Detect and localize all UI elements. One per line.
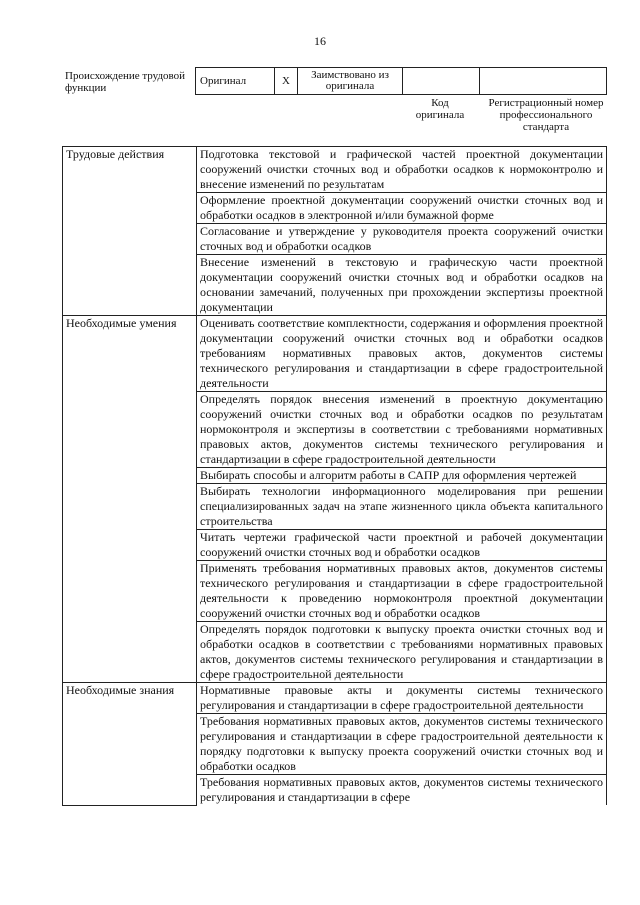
table-row bbox=[63, 147, 607, 193]
functions-table bbox=[62, 146, 607, 806]
page-number: 16 bbox=[314, 34, 326, 48]
code-label: Код оригинала bbox=[415, 97, 465, 121]
table-row bbox=[63, 683, 607, 714]
code-cell bbox=[403, 68, 480, 95]
reg-number-cell bbox=[480, 68, 607, 95]
section-title: Трудовые действия bbox=[63, 147, 197, 316]
section-item: Применять требования нормативных правовых актов, документов системы технического регулирования и стандартизации в сфере градостроительной деятельности к проведению нормоконтроля проектной документации сооружений очистки сточных вод и обработки осадков bbox=[197, 561, 607, 622]
reg-number-label: Регистрационный номер профессионального стандарта bbox=[488, 97, 604, 133]
section-item: Требования нормативных правовых актов, документов системы технического регулирования и стандартизации в сфере градостроительной деятельности к порядку подготовки к выпуску проекта сооружений очистки сточных вод и обработки осадков bbox=[197, 714, 607, 775]
section-title: Необходимые знания bbox=[63, 683, 197, 806]
origin-table bbox=[195, 67, 607, 95]
origin-label: Происхождение трудовой функции bbox=[65, 70, 186, 94]
section-item: Оценивать соответствие комплектности, содержания и оформления проектной документации сооружений очистки сточных вод и обработки осадков требованиям нормативных правовых актов, документов системы технического регулирования и стандартизации в сфере градостроительной деятельности bbox=[197, 316, 607, 392]
section-item: Выбирать технологии информационного моделирования при решении специализированных задач на этапе жизненного цикла объекта капитального строительства bbox=[197, 484, 607, 530]
original-mark: X bbox=[275, 68, 298, 95]
section-item: Выбирать способы и алгоритм работы в САПР для оформления чертежей bbox=[197, 468, 607, 484]
section-item: Определять порядок подготовки к выпуску проекта очистки сточных вод и обработки осадков в соответствии с требованиями нормативных правовых актов, документов системы технического регулирования и стандартизации в сфере градостроительной деятельности bbox=[197, 622, 607, 683]
section-item: Читать чертежи графической части проектной и рабочей документации сооружений очистки сточных вод и обработки осадков bbox=[197, 530, 607, 561]
section-item: Согласование и утверждение у руководителя проекта сооружений очистки сточных вод и обработки осадков bbox=[197, 224, 607, 255]
section-item: Подготовка текстовой и графической частей проектной документации сооружений очистки сточных вод и обработки осадков к нормоконтролю и внесение изменений по результатам bbox=[197, 147, 607, 193]
section-item: Определять порядок внесения изменений в проектную документацию сооружений очистки сточных вод и обработки осадков по результатам нормоконтроля и экспертизы в соответствии с требованиями нормативных правовых актов, документов системы технического регулирования и стандартизации в сфере градостроительной деятельности bbox=[197, 392, 607, 468]
section-item: Оформление проектной документации сооружений очистки сточных вод и обработки осадков в электронной и/или бумажной форме bbox=[197, 193, 607, 224]
section-title: Необходимые умения bbox=[63, 316, 197, 683]
section-item: Нормативные правовые акты и документы системы технического регулирования и стандартизации в сфере градостроительной деятельности bbox=[197, 683, 607, 714]
borrowed-cell: Заимствовано из оригинала bbox=[298, 68, 403, 95]
original-cell: Оригинал bbox=[196, 68, 275, 95]
section-item: Требования нормативных правовых актов, документов системы технического регулирования и стандартизации в сфере bbox=[197, 775, 607, 806]
section-item: Внесение изменений в текстовую и графическую части проектной документации сооружений очистки сточных вод и обработки осадков на основании замечаний, полученных при прохождении экспертизы проектной документации bbox=[197, 255, 607, 316]
table-row bbox=[63, 316, 607, 392]
